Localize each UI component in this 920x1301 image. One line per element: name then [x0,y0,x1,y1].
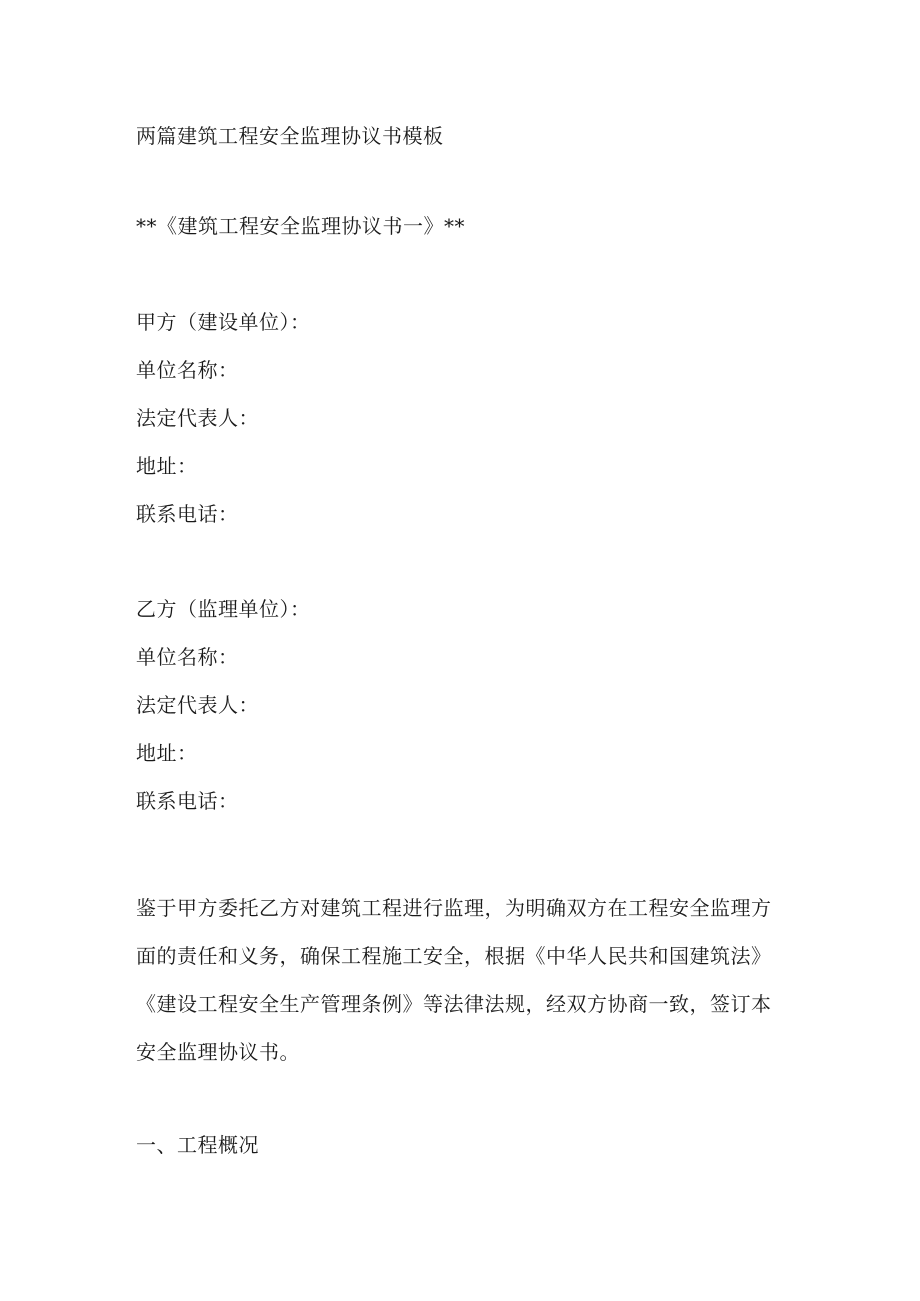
party-a-unit-name: 单位名称： [136,358,239,382]
preamble-paragraph [136,884,772,1076]
party-b-unit-name: 单位名称： [136,645,239,669]
agreement-subtitle: **《建筑工程安全监理协议书一》** [136,214,465,238]
party-a-phone: 联系电话： [136,502,239,526]
party-b-legal-rep: 法定代表人： [136,693,259,717]
preamble-line: 面的责任和义务，确保工程施工安全，根据《中华人民共和国建筑法》 [136,944,772,968]
party-a-address: 地址： [136,454,198,478]
preamble-line: 安全监理协议书。 [136,1040,300,1064]
preamble-line: 鉴于甲方委托乙方对建筑工程进行监理，为明确双方在工程安全监理方 [136,896,772,920]
document-title: 两篇建筑工程安全监理协议书模板 [136,124,444,148]
party-a-heading: 甲方（建设单位）： [136,310,311,334]
section-heading-project-overview: 一、工程概况 [136,1133,259,1157]
party-b-address: 地址： [136,741,198,765]
party-b-phone: 联系电话： [136,789,239,813]
party-a-legal-rep: 法定代表人： [136,406,259,430]
preamble-line: 《建设工程安全生产管理条例》等法律法规，经双方协商一致，签订本 [136,992,772,1016]
party-b-heading: 乙方（监理单位）： [136,597,311,621]
